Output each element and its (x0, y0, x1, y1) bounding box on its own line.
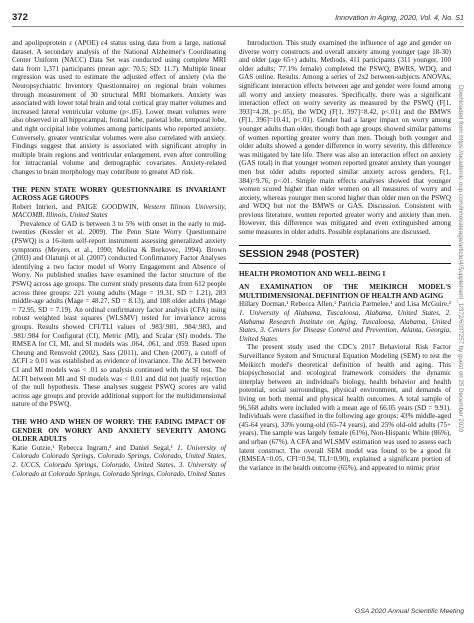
author-affiliation: Western Illinois University, MACOMB, Illinois, United States (12, 202, 226, 220)
abstract-authors (12, 444, 226, 478)
left-column (12, 39, 226, 478)
abstract-authors (12, 203, 226, 220)
right-column (239, 39, 451, 472)
abstract-body: The present study used the CDC's 2017 Behavioral Risk Factor Surveillance System and Structural Equation Modeling (SEM) to test the Meikirch model's theoretical definition of health and aging. This biopsychosocial and ecological framework considers the dynamic interplay between an individual's biology, health behavior and health potential, social surroundings, physical environment, and demands of living on both mental and physical health outcomes. A total sample of 96,568 adults were included with a mean age of 66.05 years (SD = 9.91). Individuals were classified in the following age groups: 43% middle-aged (45-64 years), 33% young-old (65-74 years), and 25% old-old adults (75+ years). The sample was largely female (61%), Non-Hispanic White (86%), and urban (67%). A CFA and WLSMV estimation was used to assess each latent construct. The overall SEM model was found to be a good fit (RMSEA=0.05, CFI=0.94, TLI=0.90), explained a significant portion of the variance in the health outcome (65%), and appeared to mimic prior (239, 343, 451, 472)
abstract-body: Prevalence of GAD is between 3 to 5% with onset in the early to mid-twenties (Kessler et al. 2009). The Penn State Worry Questionnaire (PSWQ) is a 16-item self-report instrument assessing generalized anxiety symptoms (Meyers, et al., 1990; Molina & Borkovec, 1994). Brown (2003) and Olatunji et al. (2007) conducted Confirmatory Factor Analyses identifying a two factor model of Worry Engagement and Absence of Worry. No published studies have examined the factor structure of the PSWQ across age groups. The current study presents data from 612 people across three groups: 221 young adults (Mage = 19.31, SD = 1.21), 283 middle-age adults (Mage = 48.27, SD = 8.13), and 108 older adults (Mage = 72.95, SD = 7.19). An ordinal confirmatory factor analysis (CFA) using robust weighted least squares (WLSMV) tested for invariance across groups. Results showed CFI/TLI values of .983/.981, .984/.983, and .981/.984 for Configural (CI), Metric (MI), and Scalar (SI) models. The RMSEA for CI, MI, and SI models was .064, .061, and .059. Based upon Cheung and Rensvold (2002), Sass (2011), and Chen (2007), a cutoff of ΔCFI ≥ 0.01 was established as evidence of invariance. The ΔCFI between CI and MI models was < .01 so analysis continued with the SI test. The ΔCFI between MI and SI models was < 0.01 and did not justify rejection of the null hypothesis. These analyses suggest PSWQ scores are valid across age groups and provide additional support for the multidimensional nature of the PSWQ. (12, 219, 226, 409)
continued-abstract-text: and apolipoprotein ε (APOE) ε4 status using data from a large, national dataset. A secondary analysis of the National Alzheimer's Coordinating Center Uniform (NACC) Data Set was conducted using complete MRI data from 1,371 participants (mean age: 70.5; SD: 11.7). Multiple linear regression was used to estimate the adjusted effect of anxiety (via the Neuropsychiatric Inventory Questionnaire) on regional brain volumes through measurement of 30 structural MRI biomarkers. Anxiety was associated with lower total brain and total cortical gray matter volumes and increased lateral ventricular volume (p<.05). Lower mean volumes were also observed in all hippocampal, frontal lobe, parietal lobe, temporal lobe, and right occipital lobe volumes among participants who reported anxiety. Conversely, greater ventricular volumes were also correlated with anxiety. Findings suggest that anxiety is associated with significant atrophy in multiple brain regions and ventricular enlargement, even after controlling for intracranial volume and demographic covariates. Anxiety-related changes to brain morphology may contribute to greater AD risk. (12, 39, 226, 176)
abstract-title: THE WHO AND WHEN OF WORRY: THE FADING IMPACT OF GENDER ON WORRY AND ANXIETY SEVERITY AMONG OLDER ADULTS (12, 417, 226, 444)
download-watermark (455, 85, 469, 537)
journal-citation: Innovation in Aging, 2020, Vol. 4, No. S1 (335, 13, 464, 22)
abstract-title: THE PENN STATE WORRY QUESTIONNAIRE IS INVARIANT ACROSS AGE GROUPS (12, 185, 226, 203)
author-affiliation: 1. University of Colorado Colorado Springs, Colorado Springs, Colorado, United States, 2. UCCS, Colorado Springs, Colorado, United States, 3. University of Colorado at Colorado Springs, Colorado Springs, Colorado, United States (12, 443, 226, 478)
abstract-authors (239, 300, 451, 343)
page-number: 372 (12, 12, 28, 23)
author-names: Robert Intrieri, and PAIGE GOODWIN, (12, 202, 144, 211)
session-subheading: HEALTH PROMOTION AND WELL-BEING I (239, 269, 386, 278)
author-names: Hillary Dorman,¹ Rebecca Allen,¹ Patricia Parmelee,¹ and Lisa McGuire,² (239, 300, 451, 309)
author-affiliation: 1. University of Alabama, Tuscaloosa, Alabama, United States, 2. Alabama Research Institute on Aging, Tuscaloosa, Alabama, United States, 3. Centers for Disease Control and Prevention, Atlanta, Georgia, United States (239, 309, 451, 343)
page-header (12, 8, 464, 27)
download-watermark-text: Downloaded from https://academic.oup.com/innovateage/article/4/Supplement_1/372/6037257 by guest on 25 December 2020 (457, 85, 464, 433)
abstract-title: AN EXAMINATION OF THE MEIKIRCH MODEL'S MULTIDIMENSIONAL DEFINITION OF HEALTH AND AGING (239, 283, 451, 300)
author-names: Katie Gutzie,¹ Rebecca Ingram,² and Daniel Segal,¹ (12, 443, 178, 452)
session-heading: SESSION 2948 (POSTER) (239, 245, 451, 264)
page-footer: GSA 2020 Annual Scientific Meeting (354, 608, 464, 615)
abstract-body: Introduction. This study examined the influence of age and gender on diverse worry constructs and overall anxiety among younger (age 18-30) and older (age 65+) adults. Methods. 411 participants (311 younger, 100 older adults; 77.1% female) completed the PSWQ, BWRS, WDQ, and GAS online. Results. Among a series of 2x2 between-subjects ANOVAs, significant interaction effects between age and gender were found among all worry and anxiety measures. Specifically, there was a significant interaction effect on worry severity as measured by the PSWQ (F[1, 393]=4.28, p<.05), the WDQ (F[1, 397]=8.42, p<.01) and the BMWS (F[1, 396]=10.41, p<.01). Gender had a larger impact on worry among younger adults than older, though both age groups showed similar patterns of women reporting greater worry than men. Though both younger and older adults showed a gender difference in worry severity, this difference was mitigated by late life. There was also an interaction effect on anxiety (GAS total) in that younger women reported greater anxiety than younger men but older adults reported similar anxiety across genders, F(1, 384)=9.76, p<.01. Simple main effects analyses showed that younger women scored higher than older women on all measures of worry and anxiety, whereas younger men scored higher than older men on the PSWQ and WDQ but not the BMWS or GAS. Discussion. Consistent with previous literature, women reported greater worry and anxiety than men. However, this difference was mitigated and even extinguished among some measures in older adults. Possible explanations are discussed. (239, 39, 451, 237)
